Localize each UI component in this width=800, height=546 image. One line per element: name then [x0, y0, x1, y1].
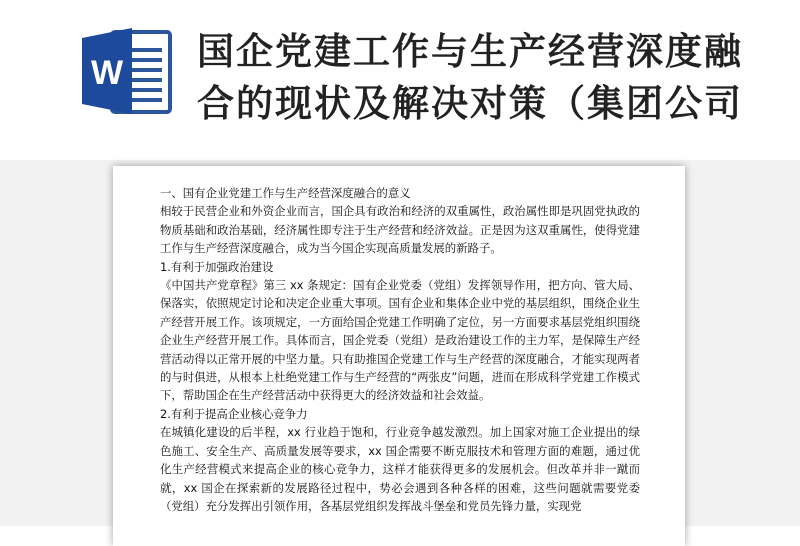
title-line-2: 合的现状及解决对策（集团公司	[197, 82, 743, 125]
paragraph: 《中国共产党章程》第三 xx 条规定：国有企业党委（党组）发挥领导作用，把方向、管大局、保落实，依照规定讨论和决定企业重大事项。国有企业和集体企业中党的基层组织，围绕企业生产经营开展工作。该项规定，一方面给国企党建工作明确了定位，另一方面要求基层党组织围绕企业生产经营开展工作。具体而言，国企党委（党组）是政治建设工作的主力军，是保障生产经营活动得以正常开展的中坚力量。只有助推国企党建工作与生产经营的深度融合，才能实现两者的与时俱进，从根本上杜绝党建工作与生产经营的“两张皮”问题，进而在形成科学党建工作模式下，帮助国企在生产经营活动中获得更大的经济效益和社会效益。	[160, 278, 640, 403]
subheading: 2.有利于提高企业核心竞争力	[160, 406, 308, 421]
page-title	[197, 26, 797, 130]
paragraph: 相较于民营企业和外资企业而言，国企具有政治和经济的双重属性，政治属性即是巩固党执政的物质基础和政治基础，经济属性即专注于生产经营和经济效益。正是因为这双重属性，使得党建工作与生产经营深度融合，成为当今国企实现高质量发展的新路子。	[160, 204, 640, 256]
section-heading: 一、国有企业党建工作与生产经营深度融合的意义	[160, 186, 411, 200]
subheading: 1.有利于加强政治建设	[160, 259, 274, 274]
header	[0, 0, 800, 160]
word-logo-letter: W	[90, 54, 124, 92]
title-line-1: 国企党建工作与生产经营深度融	[197, 30, 743, 73]
paragraph: 在城镇化建设的后半程，xx 行业趋于饱和，行业竞争越发激烈。加上国家对施工企业提出的绿色施工、安全生产、高质量发展等要求，xx 国企需要不断克服技术和管理方面的难题，通过优化生产经营模式来提高企业的核心竞争力，这样才能获得更多的发展机会。但改革并非一蹴而就，xx 国企在探索新的发展路径过程中，势必会遇到各种各样的困难，这些问题就需要党委（党组）充分发挥出引领作用，各基层党组织发挥战斗堡垒和党员先锋力量，实现党	[160, 425, 640, 513]
word-document-icon	[82, 22, 176, 120]
document-body	[160, 184, 640, 515]
